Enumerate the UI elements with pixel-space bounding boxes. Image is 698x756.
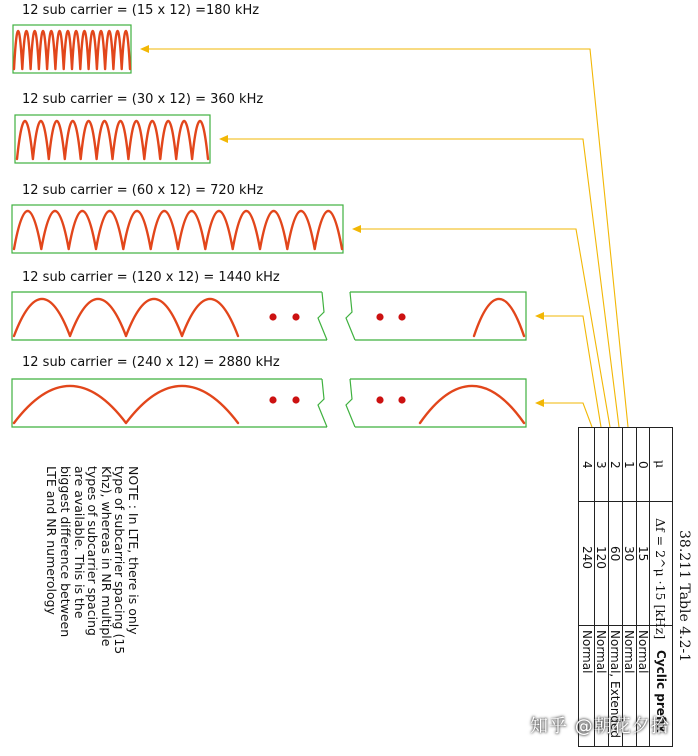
table-row-divider <box>622 428 623 746</box>
table-cell-delta-f: 30 <box>622 546 636 562</box>
arrow-head <box>535 399 544 407</box>
note-text: NOTE : In LTE, there is only type of subcarrier spacing (15 Khz), whereas in NR multiple types of subcarrier spacing are available. This is the biggest difference between LTE and NR numerology <box>44 466 141 655</box>
lte-nr-note <box>45 466 140 656</box>
arrow-line <box>541 403 592 427</box>
wave-arches <box>420 386 524 423</box>
ellipsis-dot <box>292 313 299 320</box>
wave-arches <box>14 386 238 423</box>
table-header-mu: μ <box>653 460 668 469</box>
table-cell-cp: Normal, Extended <box>608 630 622 739</box>
table-cell-cp: Normal <box>622 630 636 674</box>
wave-arches <box>14 31 130 69</box>
numerology-table <box>578 427 673 747</box>
table-cell-delta-f: 240 <box>580 546 594 569</box>
wave-arches <box>474 299 524 336</box>
ellipsis-dot <box>398 396 405 403</box>
table-cell-delta-f: 120 <box>594 546 608 569</box>
table-caption: 38.211 Table 4.2-1 <box>676 530 692 663</box>
arrow-line <box>541 316 601 427</box>
table-header-cp: Cyclic prefix <box>654 650 668 733</box>
row-label: 12 sub carrier = (240 x 12) = 2880 kHz <box>22 355 280 370</box>
arrow-line <box>358 229 610 427</box>
table-cell-cp: Normal <box>594 630 608 674</box>
arrow-line <box>225 139 619 427</box>
ellipsis-dot <box>398 313 405 320</box>
table-cell-mu: 3 <box>594 461 608 469</box>
carrier-box-left <box>12 292 327 340</box>
table-cell-mu: 0 <box>636 461 650 469</box>
table-header-delta-f: Δf = 2^μ ·15 [kHz] <box>653 518 668 640</box>
table-cell-mu: 2 <box>608 461 622 469</box>
wave-arches <box>14 211 342 249</box>
ellipsis-dot <box>269 313 276 320</box>
ellipsis-dots <box>269 313 405 403</box>
table-cell-cp: Normal <box>580 630 594 674</box>
table-row-divider <box>636 428 637 746</box>
wave-arches <box>14 299 238 336</box>
arrow-head <box>535 312 544 320</box>
zhihu-watermark: 知乎 @朝花夕拾 <box>530 716 670 737</box>
row-label: 12 sub carrier = (60 x 12) = 720 kHz <box>22 183 264 198</box>
wave-arches <box>17 121 208 159</box>
ellipsis-dot <box>269 396 276 403</box>
table-cell-delta-f: 60 <box>608 546 622 562</box>
ellipsis-dot <box>376 396 383 403</box>
table-col-divider <box>579 501 672 502</box>
table-cell-mu: 4 <box>580 461 594 469</box>
table-row-divider <box>594 428 595 746</box>
row-label: 12 sub carrier = (120 x 12) = 1440 kHz <box>22 270 280 285</box>
table-header-divider <box>649 428 650 746</box>
table-cell-delta-f: 15 <box>636 546 650 562</box>
arrow-head <box>140 45 149 53</box>
table-cell-mu: 1 <box>622 461 636 469</box>
arrow-head <box>352 225 361 233</box>
ellipsis-dot <box>376 313 383 320</box>
row-label: 12 sub carrier = (30 x 12) = 360 kHz <box>22 92 264 107</box>
ellipsis-dot <box>292 396 299 403</box>
row-label: 12 sub carrier = (15 x 12) =180 kHz <box>22 3 260 18</box>
arrow-head <box>219 135 228 143</box>
table-cell-cp: Normal <box>636 630 650 674</box>
